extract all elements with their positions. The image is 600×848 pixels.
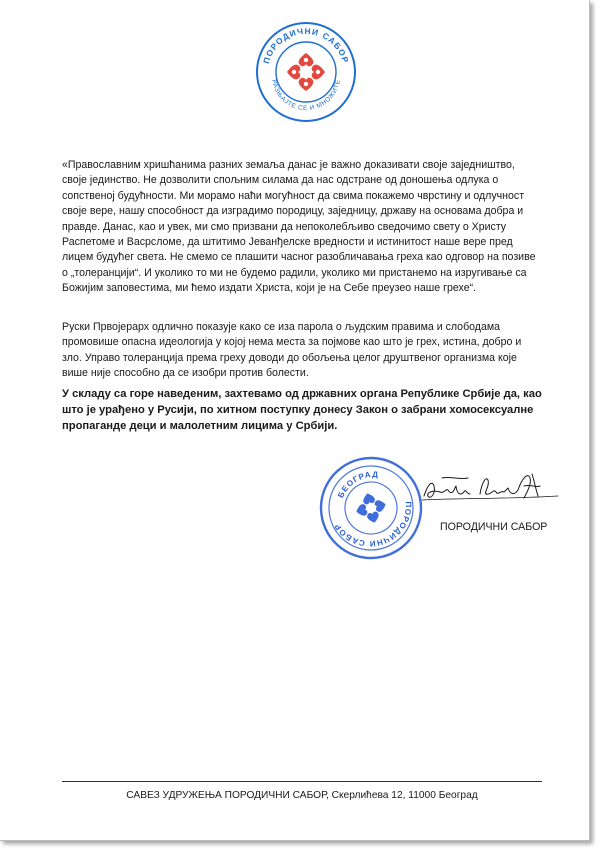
logo-graphic bbox=[254, 20, 358, 124]
commentary-text: Руски Првојерарх одлично показује како се иза парола о људским правима и слободама промовише опасна идеологија у којој нема места за појмове као што је грех, истина, добро и зло. Управо толеранција према греху доводи до обољења целог друштвеног организма које више није способно да се изобри против болести. bbox=[62, 321, 522, 380]
quote-paragraph bbox=[62, 158, 542, 297]
signature-graphic bbox=[420, 466, 560, 510]
demand-text: У складу са горе наведеним, захтевамо од државних органа Републике Србије да, као што је урађено у Русији, по хитном поступку донесу Закон о забрани хомосексуалне пропаганде деци и малолетним лицима у Србији. bbox=[62, 388, 542, 432]
logo-ring-text: ПОРОДИЧНИ САБОР bbox=[261, 25, 351, 65]
quote-text: «Православним хришћанима разних земаља данас је важно доказивати своје заједништво, своје јединство. Не дозволити спољним силама да нас одстране од доношења одлука о сопственој будућности. Ми морамо наћи могућност да свима покажемо чврстину и одлучност своје вере, нашу способност да изградимо породицу, заједницу, државу на основама добра и правде. Данас, као и увек, ми смо призвани да непоколебљиво сведочимо свету о Христу Распетоме и Васрсломе, да штитимо Јеванђелске вредности и истинитост наше вере пред лицем будућег света. Не смемо се плашити часног разобличавања греха као одговор на позиве о „толеранцији“. И уколико то ми не будемо радили, уколико ми пристанемо на изругивање са Божијим заповестима, ми ћемо издати Христа, који је на Себе преузео наше грехе“. bbox=[62, 159, 536, 295]
commentary-paragraph bbox=[62, 320, 542, 382]
family-council-logo bbox=[254, 20, 358, 124]
stamp-graphic bbox=[318, 455, 424, 561]
footer-address: САВЕЗ УДРУЖЕЊА ПОРОДИЧНИ САБОР, Скерлићева 12, 11000 Београд bbox=[126, 790, 478, 801]
svg-text:БЕОГРАД bbox=[332, 467, 384, 501]
footer-divider bbox=[62, 781, 542, 782]
signatory-name: ПОРОДИЧНИ САБОР bbox=[440, 521, 548, 533]
logo-motto-text: РАЗЊАЈТЕ СЕ И МНОЖИТЕ bbox=[270, 78, 342, 113]
demand-paragraph bbox=[62, 386, 542, 434]
official-stamp bbox=[318, 455, 424, 561]
stamp-org-text: ПОРОДИЧНИ САБОР bbox=[332, 501, 413, 549]
stamp-hearts-icon bbox=[353, 490, 390, 527]
handwritten-signature bbox=[420, 466, 560, 510]
stamp-city-text: БЕОГРАД bbox=[336, 469, 380, 500]
